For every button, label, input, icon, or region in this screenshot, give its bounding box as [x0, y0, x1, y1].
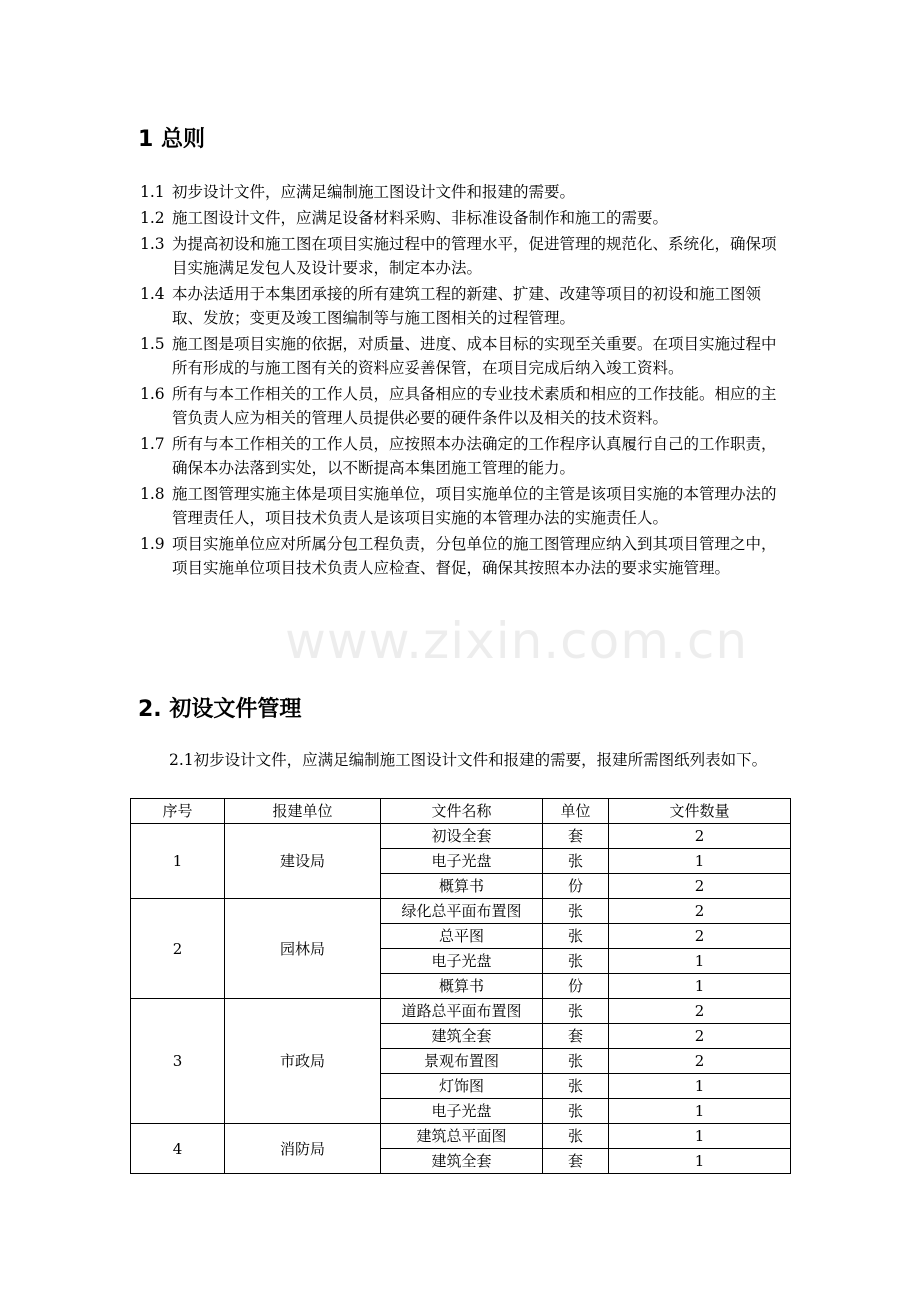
list-item [140, 332, 790, 380]
header-measure: 单位 [543, 799, 609, 824]
cell-no: 4 [131, 1124, 225, 1174]
list-item [140, 382, 790, 430]
cell-measure: 张 [543, 899, 609, 924]
cell-name: 概算书 [381, 974, 543, 999]
item-text: 项目实施单位应对所属分包工程负责，分包单位的施工图管理应纳入到其项目管理之中，项目实施单位项目技术负责人应检查、督促，确保其按照本办法的要求实施管理。 [172, 535, 777, 577]
cell-qty: 2 [609, 824, 791, 849]
cell-name: 建筑总平面图 [381, 1124, 543, 1149]
list-item [140, 532, 790, 580]
cell-unit: 消防局 [225, 1124, 381, 1174]
section-2-title: 2. 初设文件管理 [138, 697, 302, 722]
item-text: 所有与本工作相关的工作人员，应具备相应的专业技术素质和相应的工作技能。相应的主管负责人应为相关的管理人员提供必要的硬件条件以及相关的技术资料。 [172, 385, 777, 427]
table-row [131, 824, 791, 849]
table-row [131, 999, 791, 1024]
cell-measure: 张 [543, 924, 609, 949]
cell-unit: 园林局 [225, 899, 381, 999]
cell-measure: 份 [543, 874, 609, 899]
cell-qty: 2 [609, 924, 791, 949]
header-quantity: 文件数量 [609, 799, 791, 824]
cell-no: 3 [131, 999, 225, 1124]
cell-name: 建筑全套 [381, 1149, 543, 1174]
list-item [140, 180, 790, 204]
cell-measure: 套 [543, 1024, 609, 1049]
cell-qty: 1 [609, 1149, 791, 1174]
cell-measure: 套 [543, 824, 609, 849]
cell-qty: 2 [609, 874, 791, 899]
cell-name: 灯饰图 [381, 1074, 543, 1099]
submission-files-table [130, 798, 791, 1174]
item-text: 所有与本工作相关的工作人员，应按照本办法确定的工作程序认真履行自己的工作职责，确保本办法落到实处，以不断提高本集团施工管理的能力。 [172, 435, 777, 477]
cell-measure: 张 [543, 949, 609, 974]
cell-qty: 2 [609, 1049, 791, 1074]
cell-measure: 张 [543, 1099, 609, 1124]
item-number: 1.7 [140, 435, 165, 453]
section-2-intro: 2.1初步设计文件，应满足编制施工图设计文件和报建的需要，报建所需图纸列表如下。 [169, 751, 768, 769]
item-text: 施工图是项目实施的依据，对质量、进度、成本目标的实现至关重要。在项目实施过程中所有形成的与施工图有关的资料应妥善保管，在项目完成后纳入竣工资料。 [172, 335, 777, 377]
cell-qty: 1 [609, 1124, 791, 1149]
cell-name: 电子光盘 [381, 949, 543, 974]
cell-qty: 2 [609, 899, 791, 924]
item-number: 1.3 [140, 235, 165, 253]
cell-qty: 1 [609, 849, 791, 874]
list-item [140, 232, 790, 280]
item-number: 1.6 [140, 385, 165, 403]
cell-measure: 张 [543, 999, 609, 1024]
cell-qty: 2 [609, 1024, 791, 1049]
cell-measure: 张 [543, 1074, 609, 1099]
item-text: 为提高初设和施工图在项目实施过程中的管理水平，促进管理的规范化、系统化，确保项目实施满足发包人及设计要求，制定本办法。 [172, 235, 777, 277]
cell-no: 2 [131, 899, 225, 999]
item-number: 1.4 [140, 285, 165, 303]
item-text: 初步设计文件，应满足编制施工图设计文件和报建的需要。 [172, 183, 576, 201]
item-number: 1.9 [140, 535, 165, 553]
item-number: 1.1 [140, 183, 165, 201]
cell-measure: 份 [543, 974, 609, 999]
table-header-row [131, 799, 791, 824]
cell-name: 初设全套 [381, 824, 543, 849]
table-row [131, 1124, 791, 1149]
cell-name: 建筑全套 [381, 1024, 543, 1049]
section-1-items [140, 180, 790, 582]
item-text: 施工图管理实施主体是项目实施单位，项目实施单位的主管是该项目实施的本管理办法的管理责任人，项目技术负责人是该项目实施的本管理办法的实施责任人。 [172, 485, 777, 527]
list-item [140, 432, 790, 480]
section-1-title: 1 总则 [138, 127, 205, 152]
cell-measure: 套 [543, 1149, 609, 1174]
watermark: www.zixin.com.cn [285, 612, 749, 670]
cell-qty: 1 [609, 974, 791, 999]
cell-name: 道路总平面布置图 [381, 999, 543, 1024]
cell-measure: 张 [543, 1049, 609, 1074]
cell-unit: 市政局 [225, 999, 381, 1124]
item-number: 1.8 [140, 485, 165, 503]
cell-name: 概算书 [381, 874, 543, 899]
list-item [140, 206, 790, 230]
item-text: 本办法适用于本集团承接的所有建筑工程的新建、扩建、改建等项目的初设和施工图领取、发放；变更及竣工图编制等与施工图相关的过程管理。 [172, 285, 762, 327]
cell-qty: 2 [609, 999, 791, 1024]
list-item [140, 282, 790, 330]
list-item [140, 482, 790, 530]
cell-qty: 1 [609, 949, 791, 974]
cell-unit: 建设局 [225, 824, 381, 899]
header-unit: 报建单位 [225, 799, 381, 824]
cell-name: 绿化总平面布置图 [381, 899, 543, 924]
cell-measure: 张 [543, 1124, 609, 1149]
cell-qty: 1 [609, 1074, 791, 1099]
cell-qty: 1 [609, 1099, 791, 1124]
cell-name: 电子光盘 [381, 1099, 543, 1124]
header-file-name: 文件名称 [381, 799, 543, 824]
header-no: 序号 [131, 799, 225, 824]
item-text: 施工图设计文件，应满足设备材料采购、非标准设备制作和施工的需要。 [172, 209, 669, 227]
cell-no: 1 [131, 824, 225, 899]
item-number: 1.5 [140, 335, 165, 353]
cell-name: 景观布置图 [381, 1049, 543, 1074]
cell-name: 总平图 [381, 924, 543, 949]
cell-name: 电子光盘 [381, 849, 543, 874]
table-row [131, 899, 791, 924]
item-number: 1.2 [140, 209, 165, 227]
cell-measure: 张 [543, 849, 609, 874]
